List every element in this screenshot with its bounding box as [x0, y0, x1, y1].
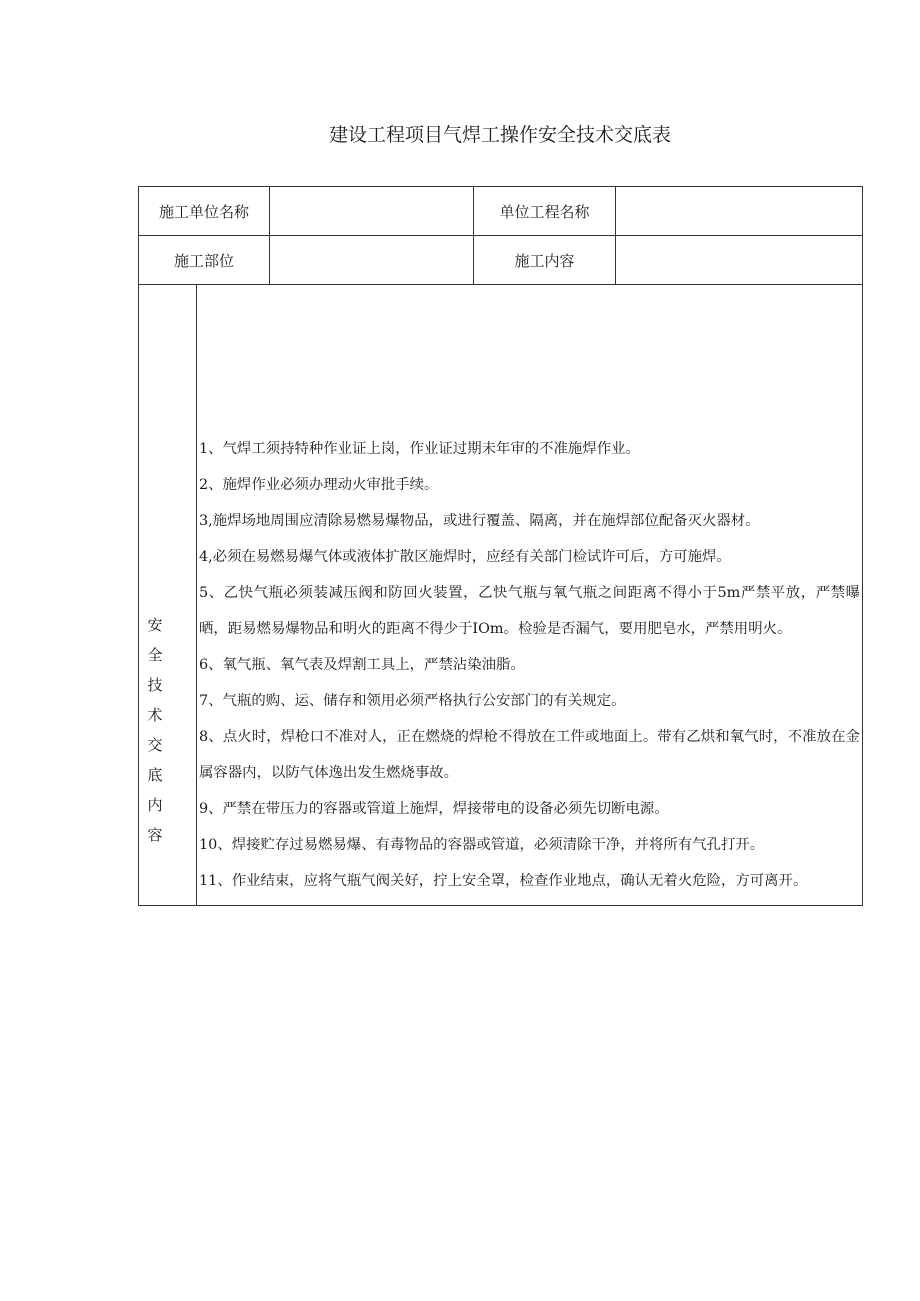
project-name-field[interactable]: [616, 187, 863, 236]
disclosure-form-table: [138, 186, 863, 906]
location-label: 施工部位: [139, 236, 270, 285]
disclosure-items: [197, 285, 862, 905]
disclosure-item-9: 9、严禁在带压力的容器或管道上施焊，焊接带电的设备必须先切断电源。: [199, 801, 669, 817]
content-field[interactable]: [616, 236, 863, 285]
section-label: 安全技术交底内容: [147, 616, 169, 844]
disclosure-item-5: 5、乙快气瓶必须装减压阀和防回火装置，乙快气瓶与氧气瓶之间距离不得小于5m严禁平放，严禁曝晒，距易燃易爆物品和明火的距离不得少于IOm。检验是否漏气，要用肥皂水，严禁用明火。: [199, 585, 861, 637]
unit-name-label: 施工单位名称: [139, 187, 270, 236]
page-title: 建设工程项目气焊工操作安全技术交底表: [328, 124, 671, 146]
disclosure-content-cell: [197, 285, 863, 906]
disclosure-item-6: 6、氧气瓶、氧气表及焊割工具上，严禁沾染油脂。: [199, 657, 525, 673]
form-row-location: [139, 236, 863, 285]
form-row-unit: [139, 187, 863, 236]
content-label: 施工内容: [474, 236, 616, 285]
disclosure-item-3: 3,施焊场地周围应清除易燃易爆物品，或进行覆盖、隔离，并在施焊部位配备灭火器材。: [199, 513, 760, 529]
disclosure-item-10: 10、焊接贮存过易燃易爆、有毒物品的容器或管道，必须清除干净，并将所有气孔打开。: [199, 837, 765, 853]
section-label-cell: [139, 285, 197, 906]
location-field[interactable]: [270, 236, 474, 285]
disclosure-item-7: 7、气瓶的购、运、储存和领用必须严格执行公安部门的有关规定。: [199, 693, 626, 709]
disclosure-item-2: 2、施焊作业必须办理动火审批手续。: [199, 477, 439, 493]
form-row-disclosure: [139, 285, 863, 906]
unit-name-field[interactable]: [270, 187, 474, 236]
disclosure-item-11: 11、作业结束，应将气瓶气阀关好，拧上安全罩，检查作业地点，确认无着火危险，方可离开。: [199, 873, 808, 889]
disclosure-item-4: 4,必须在易燃易爆气体或液体扩散区施焊时，应经有关部门检试许可后，方可施焊。: [199, 549, 731, 565]
disclosure-item-8: 8、点火时，焊枪口不准对人，正在燃烧的焊枪不得放在工件或地面上。带有乙烘和氧气时，不准放在金属容器内，以防气体逸出发生燃烧事故。: [199, 729, 861, 781]
disclosure-item-1: 1、气焊工须持特种作业证上岗，作业证过期未年审的不准施焊作业。: [199, 441, 640, 457]
project-name-label: 单位工程名称: [474, 187, 616, 236]
